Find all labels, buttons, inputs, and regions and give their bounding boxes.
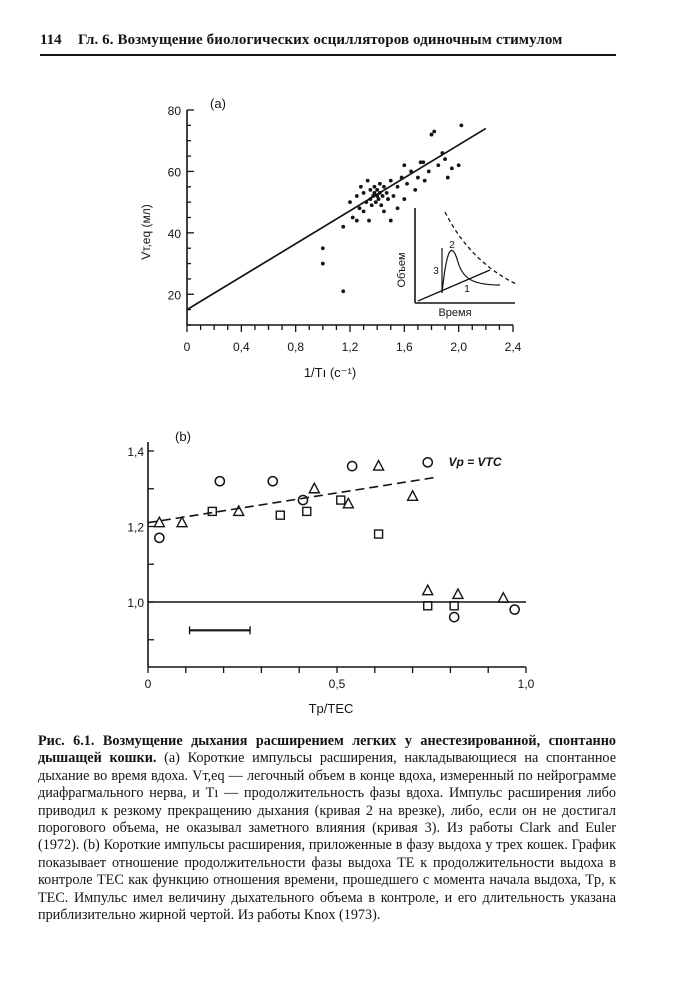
a-data-point (402, 197, 406, 201)
a-data-point (358, 206, 362, 210)
a-data-point (389, 219, 393, 223)
a-data-point (355, 194, 359, 198)
a-data-point (341, 289, 345, 293)
a-x-tick-label: 2,4 (504, 340, 522, 354)
a-data-point (348, 200, 352, 204)
b-square-marker (450, 602, 458, 610)
a-x-tick-label: 1,2 (341, 340, 359, 354)
b-square-marker (276, 511, 284, 519)
b-square-marker (303, 507, 311, 515)
a-panel-label: (a) (210, 96, 226, 111)
b-circle-marker (268, 477, 277, 486)
a-data-point (378, 182, 382, 186)
a-data-point (386, 197, 390, 201)
b-triangle-marker (498, 593, 508, 603)
a-data-point (457, 163, 461, 167)
b-circle-marker (423, 458, 432, 467)
a-data-point (364, 200, 368, 204)
figure-caption (38, 733, 616, 924)
a-data-point (440, 151, 444, 155)
a-data-point (421, 160, 425, 164)
a-y-tick-label: 40 (167, 226, 181, 241)
inset-x-label: Время (438, 307, 472, 319)
a-x-tick-label: 0 (183, 340, 191, 354)
b-triangle-marker (374, 461, 384, 471)
inset-curve-label-2: 2 (449, 240, 455, 251)
a-data-point (355, 219, 359, 223)
b-x-tick-label: 1,0 (517, 677, 535, 691)
a-data-point (377, 197, 381, 201)
a-data-point (366, 179, 370, 183)
a-data-point (351, 216, 355, 220)
b-y-tick-label: 1,2 (127, 520, 144, 535)
a-x-tick-label: 1,6 (395, 340, 413, 354)
a-y-tick-label: 20 (167, 288, 181, 303)
b-triangle-marker (453, 589, 463, 599)
a-data-point (402, 163, 406, 167)
a-data-point (446, 176, 450, 180)
a-data-point (409, 170, 413, 174)
b-square-marker (208, 507, 216, 515)
inset-curve-label-3: 3 (433, 266, 439, 277)
a-data-point (436, 163, 440, 167)
a-data-point (378, 191, 382, 195)
a-data-point (341, 225, 345, 229)
inset-curve-label-1: 1 (464, 284, 470, 295)
a-data-point (400, 176, 404, 180)
a-data-point (373, 185, 377, 189)
a-data-point (385, 191, 389, 195)
a-data-point (373, 191, 377, 195)
a-y-tick-label: 80 (167, 104, 181, 118)
a-data-point (423, 179, 427, 183)
a-data-point (396, 185, 400, 189)
a-data-point (368, 188, 372, 192)
b-triangle-marker (234, 506, 244, 516)
b-x-tick-label: 0 (144, 677, 152, 691)
a-x-tick-label: 0,4 (232, 340, 250, 354)
b-triangle-marker (423, 585, 433, 595)
a-data-point (382, 209, 386, 213)
b-annotation: Vр = VТС (448, 455, 502, 469)
a-data-point (450, 166, 454, 170)
a-data-point (370, 203, 374, 207)
caption-label: Рис. 6.1. Возмущение дыхания расширением легких у анестезированной, спонтанно дышащей кошки. (38, 733, 616, 767)
a-data-point (427, 170, 431, 174)
b-triangle-marker (408, 491, 418, 501)
inset-y-label: Объем (396, 252, 408, 288)
a-data-point (321, 246, 325, 250)
b-y-tick-label: 1,4 (127, 445, 144, 459)
a-data-point (430, 133, 434, 137)
a-data-point (443, 157, 447, 161)
a-data-point (359, 185, 363, 189)
b-square-marker (337, 496, 345, 504)
b-circle-marker (510, 605, 519, 614)
a-data-point (432, 130, 436, 134)
a-data-point (382, 185, 386, 189)
a-y-axis-label: Vт,eq (мл) (139, 204, 153, 260)
b-panel-label: (b) (175, 429, 191, 444)
b-trend-line (148, 477, 435, 522)
caption-text: (a) Короткие импульсы расширения, накладывающиеся на спонтанное дыхание во время вдоха. Vт,eq — легочный объем в конце вдоха, измеренный по нейрограмме диафрагмального нерва, и Tı — продолжительность фазы вдоха. Импульс расширения либо приводил к резкому прекращению дыхания (кривая 2 на врезке), либо, если он не достигал порогового объема, не оказывал заметного влияния (кривая 3). Из работы Clark and Euler (1972). (b) Короткие импульсы расширения, приложенные в фазу выдоха у трех кошек. График показывает отношение продолжительности фазы выдоха TЕ к продолжительности выдоха в контроле TЕС как функцию отношения времени, прошедшего с момента начала выдоха, Tр, к TЕС. Импульс имел величину дыхательного объема в контроле, и его длительность указана приблизительно жирной чертой. Из работы Knox (1973). (38, 750, 616, 924)
a-y-tick-label: 60 (167, 165, 181, 180)
a-data-point (381, 194, 385, 198)
b-square-marker (375, 530, 383, 538)
a-data-point (413, 188, 417, 192)
b-square-marker (424, 602, 432, 610)
a-data-point (367, 219, 371, 223)
b-y-tick-label: 1,0 (127, 596, 144, 610)
a-data-point (396, 206, 400, 210)
running-title: Гл. 6. Возмущение биологических осцилляторов одиночным стимулом (78, 32, 563, 48)
a-data-point (375, 188, 379, 192)
a-data-point (321, 262, 325, 266)
a-data-point (389, 179, 393, 183)
a-data-point (362, 191, 366, 195)
b-triangle-marker (309, 483, 319, 493)
a-x-axis-label: 1/Tı (c⁻¹) (303, 365, 357, 380)
a-data-point (416, 176, 420, 180)
b-circle-marker (298, 495, 307, 504)
a-data-point (392, 194, 396, 198)
page-number: 114 (40, 32, 62, 48)
a-fit-line (187, 128, 486, 309)
inset-curve-1 (418, 270, 490, 301)
b-circle-marker (155, 533, 164, 542)
a-x-tick-label: 2,0 (450, 340, 468, 354)
a-data-point (374, 200, 378, 204)
a-data-point (368, 197, 372, 201)
b-x-axis-label: Tр/TЕС (308, 701, 354, 716)
a-data-point (405, 182, 409, 186)
a-data-point (362, 209, 366, 213)
b-circle-marker (450, 613, 459, 622)
a-data-point (459, 123, 463, 127)
a-x-tick-label: 0,8 (287, 340, 305, 354)
a-data-point (379, 203, 383, 207)
b-circle-marker (215, 477, 224, 486)
b-circle-marker (348, 462, 357, 471)
b-x-tick-label: 0,5 (328, 677, 346, 691)
